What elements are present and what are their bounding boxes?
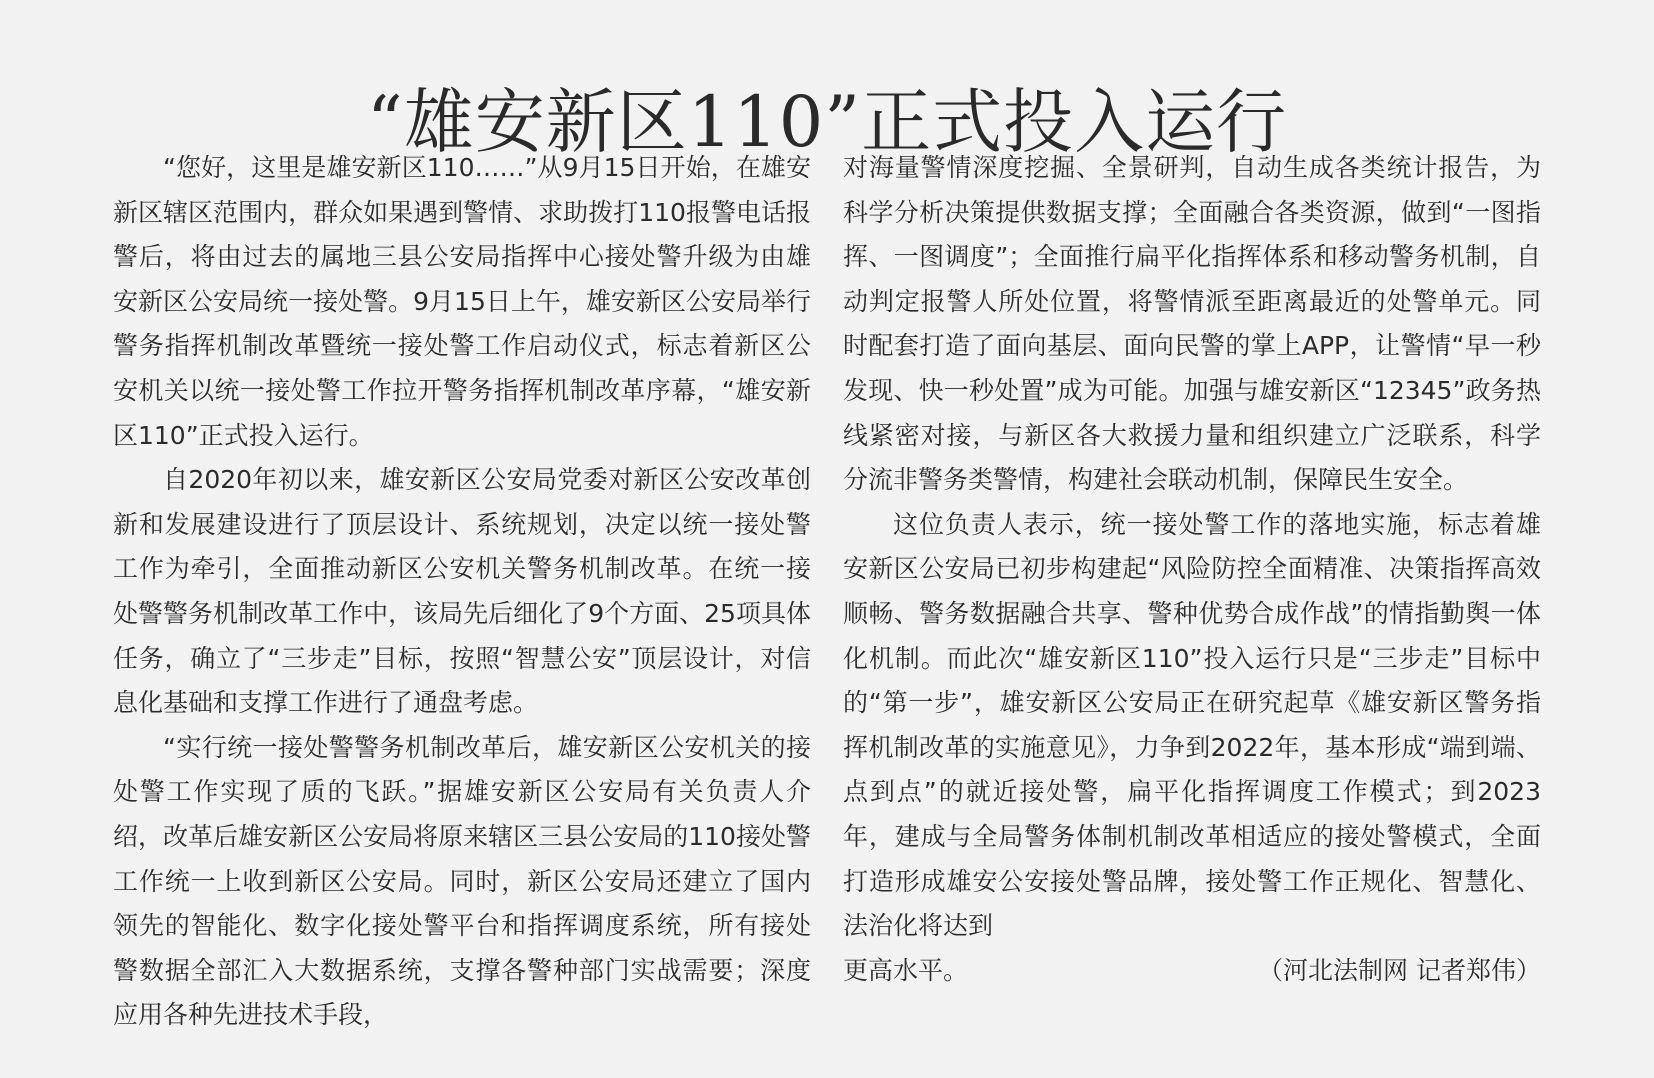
closing-line (843, 949, 1541, 994)
article-body (113, 146, 1541, 1046)
paragraph-reform-continued: 对海量警情深度挖掘、全景研判，自动生成各类统计报告，为科学分析决策提供数据支撑；全面融合各类资源，做到“一图指挥、一图调度”；全面推行扁平化指挥体系和移动警务机制，自动判定报警人所处位置，将警情派至距离最近的处警单元。同时配套打造了面向基层、面向民警的掌上APP，让警情“早一秒发现、快一秒处置”成为可能。加强与雄安新区“12345”政务热线紧密对接，与新区各大救援力量和组织建立广泛联系，科学分流非警务类警情，构建社会联动机制，保障民生安全。 (843, 153, 1541, 495)
article-right-column (843, 146, 1541, 993)
article-left-column (113, 146, 811, 1038)
article-byline: （河北法制网 记者郑伟） (1258, 955, 1541, 985)
paragraph-outlook-end: 更高水平。 (843, 955, 969, 985)
paragraph-background: 自2020年初以来，雄安新区公安局党委对新区公安改革创新和发展建设进行了顶层设计、系统规划，决定以统一接处警工作为牵引，全面推动新区公安机关警务机制改革。在统一接处警警务机制改革工作中，该局先后细化了9个方面、25项具体任务，确立了“三步走”目标，按照“智慧公安”顶层设计，对信息化基础和支撑工作进行了通盘考虑。 (113, 465, 811, 718)
paragraph-outlook: 这位负责人表示，统一接处警工作的落地实施，标志着雄安新区公安局已初步构建起“风险防控全面精准、决策指挥高效顺畅、警务数据融合共享、警种优势合成作战”的情指勤舆一体化机制。而此次“雄安新区110”投入运行只是“三步走”目标中的“第一步”，雄安新区公安局正在研究起草《雄安新区警务指挥机制改革的实施意见》，力争到2022年，基本形成“端到端、点到点”的就近接处警，扁平化指挥调度工作模式；到2023年，建成与全局警务体制机制改革相适应的接处警模式，全面打造形成雄安公安接处警品牌，接处警工作正规化、智慧化、法治化将达到 (843, 509, 1541, 941)
article-headline: “雄安新区110”正式投入运行 (366, 80, 1288, 163)
paragraph-reform-details: “实行统一接处警警务机制改革后，雄安新区公安机关的接处警工作实现了质的飞跃。”据雄安新区公安局有关负责人介绍，改革后雄安新区公安局将原来辖区三县公安局的110接处警工作统一上收到新区公安局。同时，新区公安局还建立了国内领先的智能化、数字化接处警平台和指挥调度系统，所有接处警数据全部汇入大数据系统，支撑各警种部门实战需要；深度应用各种先进技术手段， (113, 732, 811, 1030)
paragraph-intro: “您好，这里是雄安新区110……”从9月15日开始，在雄安新区辖区范围内，群众如果遇到警情、求助拨打110报警电话报警后，将由过去的属地三县公安局指挥中心接处警升级为由雄安新区公安局统一接处警。9月15日上午，雄安新区公安局举行警务指挥机制改革暨统一接处警工作启动仪式，标志着新区公安机关以统一接处警工作拉开警务指挥机制改革序幕，“雄安新区110”正式投入运行。 (113, 153, 811, 450)
